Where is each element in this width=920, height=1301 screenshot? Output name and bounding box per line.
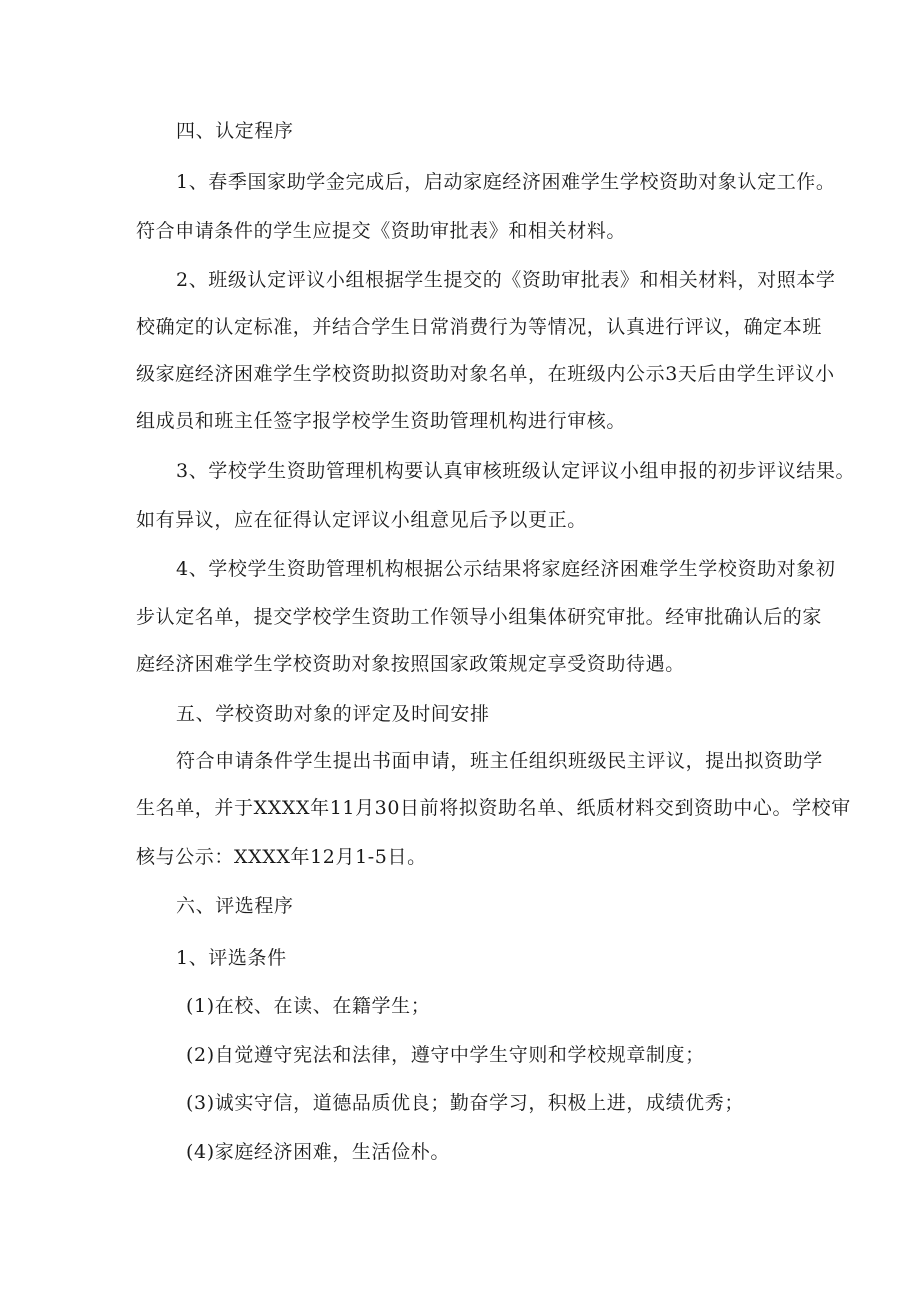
section5-heading: 五、学校资助对象的评定及时间安排 — [176, 703, 490, 725]
section4-heading: 四、认定程序 — [176, 120, 294, 142]
s4-p1-line1: 1、春季国家助学金完成后，启动家庭经济困难学生学校资助对象认定工作。 — [176, 171, 836, 193]
s6-item-4: (4)家庭经济困难，生活俭朴。 — [186, 1141, 450, 1163]
s4-p4-line3: 庭经济困难学生学校资助对象按照国家政策规定享受资助待遇。 — [136, 653, 685, 675]
s4-p4-line2: 步认定名单，提交学校学生资助工作领导小组集体研究审批。经审批确认后的家 — [136, 606, 823, 628]
s6-sub1: 1、评选条件 — [176, 947, 287, 969]
s4-p2-line2: 校确定的认定标准，并结合学生日常消费行为等情况，认真进行评议，确定本班 — [136, 316, 823, 338]
s5-p1-line1: 符合申请条件学生提出书面申请，班主任组织班级民主评议，提出拟资助学 — [176, 750, 823, 772]
s5-p1-line2: 生名单，并于XXXX年11月30日前将拟资助名单、纸质材料交到资助中心。学校审 — [136, 797, 851, 819]
s5-p1-line3: 核与公示：XXXX年12月1-5日。 — [136, 846, 427, 868]
s6-item-2: (2)自觉遵守宪法和法律，遵守中学生守则和学校规章制度； — [186, 1044, 705, 1066]
s4-p3-line1: 3、学校学生资助管理机构要认真审核班级认定评议小组申报的初步评议结果。 — [176, 460, 856, 482]
s6-item-3: (3)诚实守信，道德品质优良；勤奋学习，积极上进，成绩优秀； — [186, 1092, 744, 1114]
s6-item-1: (1)在校、在读、在籍学生； — [186, 995, 431, 1017]
s4-p4-line1: 4、学校学生资助管理机构根据公示结果将家庭经济困难学生学校资助对象初 — [176, 558, 836, 580]
section6-heading: 六、评选程序 — [176, 895, 294, 917]
s4-p2-line4: 组成员和班主任签字报学校学生资助管理机构进行审核。 — [136, 410, 627, 432]
s4-p1-line2: 符合申请条件的学生应提交《资助审批表》和相关材料。 — [136, 220, 627, 242]
s4-p2-line3: 级家庭经济困难学生学校资助拟资助对象名单，在班级内公示3天后由学生评议小 — [136, 363, 835, 385]
s4-p3-line2: 如有异议，应在征得认定评议小组意见后予以更正。 — [136, 509, 587, 531]
s4-p2-line1: 2、班级认定评议小组根据学生提交的《资助审批表》和相关材料，对照本学 — [176, 269, 836, 291]
